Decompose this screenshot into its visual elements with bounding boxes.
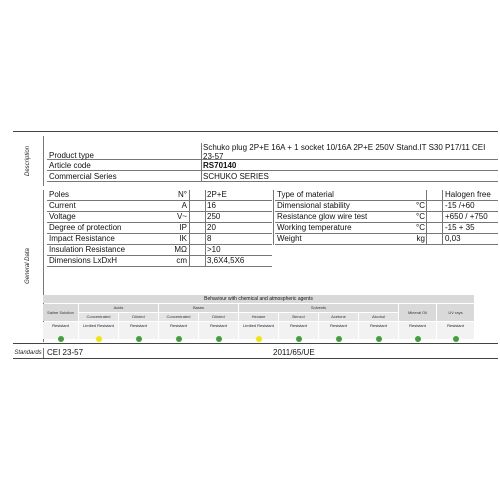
acids-header: Acids bbox=[79, 304, 158, 312]
spec-unit: IP bbox=[179, 223, 187, 232]
spec-value: 20 bbox=[207, 223, 216, 232]
spec-label: Working temperature bbox=[277, 223, 352, 232]
status-dot-icon bbox=[376, 336, 382, 342]
status-dot-icon bbox=[176, 336, 182, 342]
center-divider bbox=[273, 190, 274, 245]
spec-label: Current bbox=[49, 201, 76, 210]
acetone-header: Acetone bbox=[319, 313, 358, 321]
spec-value: 2P+E bbox=[207, 190, 227, 199]
behaviour-table bbox=[43, 295, 474, 340]
general-left-row bbox=[47, 212, 272, 223]
left-unit-divider bbox=[189, 190, 190, 267]
general-left-row bbox=[47, 256, 272, 267]
commercial-series-value: SCHUKO SERIES bbox=[203, 172, 269, 181]
resistance-cell bbox=[359, 322, 398, 339]
spec-label: Insulation Resistance bbox=[49, 245, 126, 254]
uv-rays-header: UV rays bbox=[437, 304, 474, 321]
description-divider bbox=[201, 143, 202, 182]
standards-side-label: Standards bbox=[13, 348, 44, 358]
spec-unit: cm bbox=[176, 256, 187, 265]
spec-value: 3,6X4,5X6 bbox=[207, 256, 245, 265]
resistance-cell bbox=[43, 322, 78, 339]
general-right-row bbox=[275, 234, 498, 245]
resistance-cell bbox=[199, 322, 238, 339]
resistance-cell bbox=[437, 322, 474, 339]
benzol-header: Benzol bbox=[279, 313, 318, 321]
spec-value: 8 bbox=[207, 234, 212, 243]
general-data-side-label: General Data bbox=[13, 190, 44, 342]
standards-section bbox=[13, 348, 498, 358]
standards-right-value: 2011/65/UE bbox=[273, 348, 315, 357]
general-right-row bbox=[275, 201, 498, 212]
spec-label: Poles bbox=[49, 190, 70, 199]
article-code-label: Article code bbox=[49, 161, 91, 170]
spec-value: -15 + 35 bbox=[445, 223, 475, 232]
article-code-value: RS70140 bbox=[203, 161, 237, 170]
spec-unit: MΩ bbox=[174, 245, 187, 254]
top-divider bbox=[13, 131, 498, 132]
spec-unit: V~ bbox=[176, 212, 187, 221]
left-value-divider bbox=[205, 190, 206, 267]
commercial-series-row bbox=[47, 172, 498, 182]
spec-unit: °C bbox=[416, 212, 425, 221]
general-left-row bbox=[47, 190, 272, 201]
spec-label: Dimensions LxDxH bbox=[49, 256, 118, 265]
spec-unit: N° bbox=[178, 190, 187, 199]
general-left-row bbox=[47, 201, 272, 212]
description-section bbox=[13, 136, 498, 186]
resistance-cell bbox=[319, 322, 358, 339]
spec-label: Impact Resistance bbox=[49, 234, 115, 243]
product-type-label: Product type bbox=[49, 151, 94, 160]
general-bottom-divider bbox=[13, 343, 498, 344]
resistance-label: Resistant bbox=[210, 323, 227, 328]
spec-value: -15 /+60 bbox=[445, 201, 475, 210]
standards-left-value: CEI 23-57 bbox=[47, 348, 84, 357]
spec-unit: kg bbox=[416, 234, 425, 243]
acids-concentrated-header: Concentrated bbox=[79, 313, 118, 321]
general-right-row bbox=[275, 223, 498, 234]
resistance-label: Limited Resistant bbox=[243, 323, 274, 328]
acids-diluted-header: Diluted bbox=[119, 313, 158, 321]
spec-value: 250 bbox=[207, 212, 221, 221]
status-dot-icon bbox=[216, 336, 222, 342]
spec-value: >10 bbox=[207, 245, 221, 254]
resistance-cell bbox=[79, 322, 118, 339]
status-dot-icon bbox=[136, 336, 142, 342]
general-left-row bbox=[47, 245, 272, 256]
solvents-header: Solvents bbox=[239, 304, 398, 312]
resistance-label: Resistant bbox=[447, 323, 464, 328]
resistance-label: Resistant bbox=[170, 323, 187, 328]
mineral-oil-header: Mineral Oil bbox=[399, 304, 436, 321]
resistance-label: Resistant bbox=[52, 323, 69, 328]
status-dot-icon bbox=[256, 336, 262, 342]
spec-label: Dimensional stability bbox=[277, 201, 350, 210]
saline-solution-header: Saline Solution bbox=[43, 304, 78, 321]
product-type-row bbox=[47, 143, 498, 160]
general-right-row bbox=[275, 190, 498, 201]
bottom-divider bbox=[13, 358, 498, 359]
resistance-cell bbox=[279, 322, 318, 339]
general-left-row bbox=[47, 223, 272, 234]
spec-label: Resistance glow wire test bbox=[277, 212, 368, 221]
spec-value: 0,03 bbox=[445, 234, 461, 243]
spec-unit: °C bbox=[416, 223, 425, 232]
resistance-cell bbox=[399, 322, 436, 339]
right-unit-divider bbox=[426, 190, 427, 245]
description-side-label: Description bbox=[13, 136, 44, 186]
resistance-label: Resistant bbox=[330, 323, 347, 328]
resistance-cell bbox=[119, 322, 158, 339]
commercial-series-label: Commercial Series bbox=[49, 172, 117, 181]
spec-unit: °C bbox=[416, 201, 425, 210]
status-dot-icon bbox=[453, 336, 459, 342]
resistance-cell bbox=[159, 322, 198, 339]
alcohol-header: Alcohol bbox=[359, 313, 398, 321]
resistance-label: Limited Resistant bbox=[83, 323, 114, 328]
article-code-row bbox=[47, 161, 498, 171]
resistance-label: Resistant bbox=[409, 323, 426, 328]
spec-label: Voltage bbox=[49, 212, 76, 221]
status-dot-icon bbox=[336, 336, 342, 342]
status-dot-icon bbox=[58, 336, 64, 342]
resistance-label: Resistant bbox=[370, 323, 387, 328]
spec-label: Degree of protection bbox=[49, 223, 122, 232]
spec-unit: IK bbox=[179, 234, 187, 243]
spec-value: +650 / +750 bbox=[445, 212, 488, 221]
status-dot-icon bbox=[296, 336, 302, 342]
right-value-divider bbox=[442, 190, 443, 245]
status-dot-icon bbox=[415, 336, 421, 342]
spec-label: Type of material bbox=[277, 190, 334, 199]
spec-label: Weight bbox=[277, 234, 302, 243]
hexane-header: Hexane bbox=[239, 313, 278, 321]
bases-concentrated-header: Concentrated bbox=[159, 313, 198, 321]
resistance-cell bbox=[239, 322, 278, 339]
behaviour-title: Behaviour with chemical and atmospheric agents bbox=[43, 295, 474, 303]
spec-unit: A bbox=[181, 201, 187, 210]
resistance-label: Resistant bbox=[130, 323, 147, 328]
resistance-label: Resistant bbox=[290, 323, 307, 328]
bases-diluted-header: Diluted bbox=[199, 313, 238, 321]
spec-value: Halogen free bbox=[445, 190, 491, 199]
general-left-row bbox=[47, 234, 272, 245]
status-dot-icon bbox=[96, 336, 102, 342]
bases-header: Bases bbox=[159, 304, 238, 312]
product-type-value: Schuko plug 2P+E 16A + 1 socket 10/16A 2P+E 250V Stand.IT S30 P17/11 CEI 23-57 bbox=[203, 143, 486, 161]
general-right-row bbox=[275, 212, 498, 223]
spec-value: 16 bbox=[207, 201, 216, 210]
